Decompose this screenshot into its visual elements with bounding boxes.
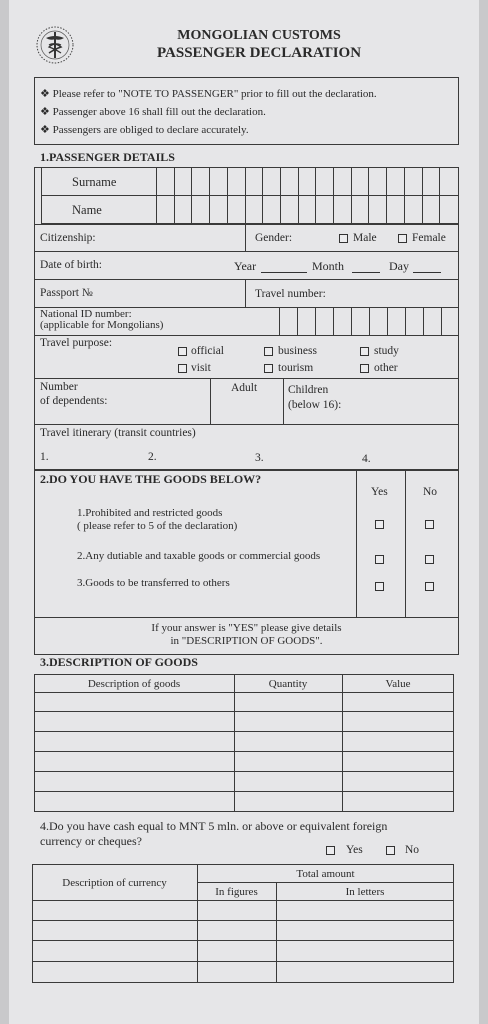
tourism-checkbox[interactable] — [264, 364, 273, 373]
official-checkbox[interactable] — [178, 347, 187, 356]
goods-question-1: 1.Prohibited and restricted goods — [77, 507, 223, 519]
other-checkbox[interactable] — [360, 364, 369, 373]
goods-row[interactable] — [35, 693, 453, 710]
month-label: Month — [312, 259, 345, 273]
currency-row[interactable] — [33, 941, 453, 960]
dependents-label-2: of dependents: — [40, 395, 108, 407]
dob-label: Date of birth: — [40, 259, 102, 271]
goods-row[interactable] — [35, 712, 453, 730]
name-cells[interactable] — [157, 196, 458, 223]
col-value: Value — [385, 678, 411, 690]
month-field[interactable] — [352, 262, 380, 273]
goods-note-line2: in "DESCRIPTION OF GOODS". — [170, 635, 323, 647]
q1-yes-checkbox[interactable] — [375, 520, 384, 529]
day-label: Day — [389, 259, 409, 273]
cash-yes-checkbox[interactable] — [326, 846, 335, 855]
itinerary-label: Travel itinerary (transit countries) — [40, 427, 196, 439]
goods-question-3: 3.Goods to be transferred to others — [77, 577, 230, 589]
visit-checkbox[interactable] — [178, 364, 187, 373]
goods-note-line1: If your answer is "YES" please give details — [151, 622, 342, 634]
goods-row[interactable] — [35, 732, 453, 750]
gender-label: Gender: — [255, 232, 293, 244]
currency-row[interactable] — [33, 901, 453, 919]
goods-row[interactable] — [35, 772, 453, 790]
travel-purpose-label: Travel purpose: — [40, 337, 113, 349]
header-title-line1: MONGOLIAN CUSTOMS — [177, 28, 341, 43]
male-label: Male — [353, 232, 377, 244]
tourism-label: tourism — [278, 362, 314, 374]
q2-yes-checkbox[interactable] — [375, 555, 384, 564]
note-item: ❖ Passenger above 16 shall fill out the declaration. — [40, 106, 266, 118]
business-checkbox[interactable] — [264, 347, 273, 356]
section2-title: 2.DO YOU HAVE THE GOODS BELOW? — [40, 472, 262, 486]
section3-title: 3.DESCRIPTION OF GOODS — [40, 655, 198, 669]
cash-no-checkbox[interactable] — [386, 846, 395, 855]
cash-question-2: currency or cheques? — [40, 834, 142, 848]
note-item: ❖ Passengers are obliged to declare accurately. — [40, 124, 249, 136]
no-column-header: No — [423, 486, 438, 498]
other-label: other — [374, 362, 398, 374]
study-checkbox[interactable] — [360, 347, 369, 356]
passport-label: Passport № — [40, 287, 93, 299]
q3-yes-checkbox[interactable] — [375, 582, 384, 591]
national-id-note: (applicable for Mongolians) — [40, 319, 164, 331]
year-field[interactable] — [261, 262, 307, 273]
itinerary-num-1: 1. — [40, 451, 49, 463]
goods-row[interactable] — [35, 792, 453, 811]
currency-row[interactable] — [33, 921, 453, 939]
travel-number-label: Travel number: — [255, 288, 326, 300]
col-description-of-goods: Description of goods — [87, 678, 181, 690]
day-field[interactable] — [413, 262, 441, 273]
itinerary-num-2: 2. — [148, 451, 157, 463]
official-label: official — [191, 345, 224, 357]
female-label: Female — [412, 232, 446, 244]
year-label: Year — [234, 259, 257, 273]
col-quantity: Quantity — [268, 678, 308, 690]
yes-column-header: Yes — [371, 486, 388, 498]
goods-question-2: 2.Any dutiable and taxable goods or commercial goods — [77, 550, 321, 562]
goods-question-1-note: ( please refer to 5 of the declaration) — [77, 520, 238, 532]
citizenship-label: Citizenship: — [40, 232, 96, 244]
goods-row[interactable] — [35, 752, 453, 770]
declaration-form — [9, 0, 479, 1024]
section1-title: 1.PASSENGER DETAILS — [40, 150, 175, 164]
surname-label: Surname — [72, 175, 117, 189]
q2-no-checkbox[interactable] — [425, 555, 434, 564]
dependents-label: Number — [40, 381, 78, 393]
adult-label: Adult — [231, 382, 258, 394]
currency-row[interactable] — [33, 962, 453, 982]
col-description-of-currency: Description of currency — [62, 877, 167, 889]
visit-label: visit — [191, 362, 211, 374]
business-label: business — [278, 345, 317, 357]
male-checkbox[interactable] — [339, 234, 348, 243]
children-label: Children — [288, 384, 329, 396]
col-in-letters: In letters — [345, 886, 385, 898]
customs-emblem-icon — [35, 25, 75, 65]
itinerary-num-3: 3. — [255, 452, 264, 464]
note-item: ❖ Please refer to "NOTE TO PASSENGER" prior to fill out the declaration. — [40, 88, 377, 100]
col-in-figures: In figures — [215, 886, 258, 898]
national-id-label: National ID number: — [40, 308, 132, 320]
col-total-amount: Total amount — [296, 868, 355, 880]
cash-no-label: No — [405, 844, 420, 856]
name-label: Name — [72, 203, 102, 217]
surname-cells[interactable] — [157, 168, 458, 194]
cash-question: 4.Do you have cash equal to MNT 5 mln. or above or equivalent foreign — [40, 819, 388, 833]
q1-no-checkbox[interactable] — [425, 520, 434, 529]
q3-no-checkbox[interactable] — [425, 582, 434, 591]
female-checkbox[interactable] — [398, 234, 407, 243]
itinerary-num-4: 4. — [362, 453, 371, 465]
cash-yes-label: Yes — [346, 844, 363, 856]
children-label-2: (below 16): — [288, 399, 342, 411]
study-label: study — [374, 345, 399, 357]
header-title-line2: PASSENGER DECLARATION — [156, 45, 362, 61]
